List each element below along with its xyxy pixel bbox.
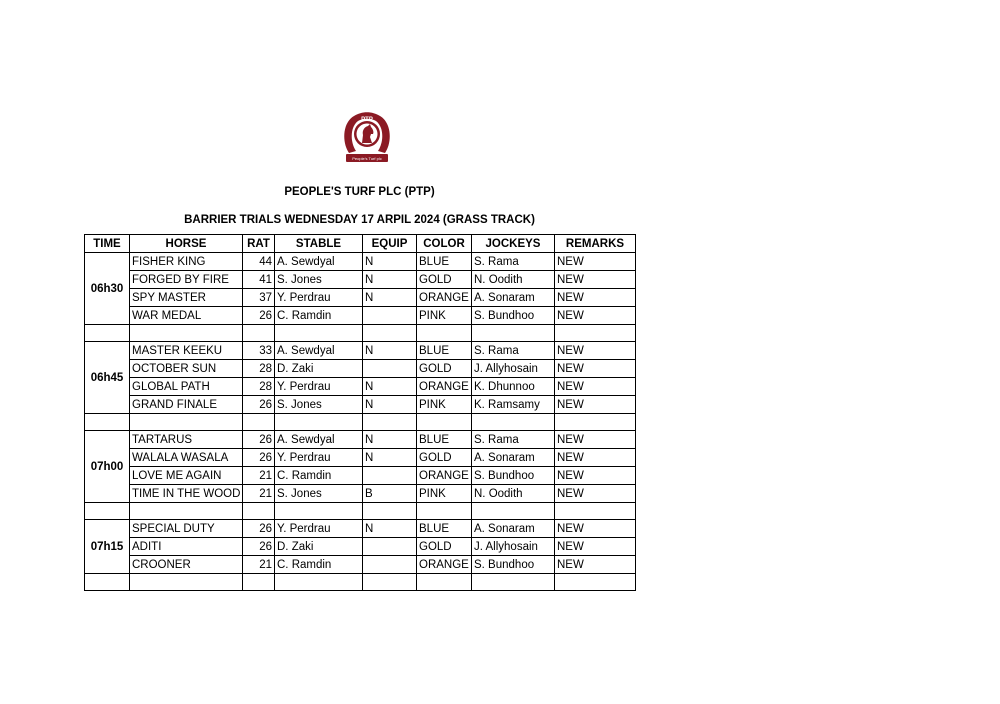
equip-cell: N — [363, 271, 417, 289]
remarks-cell: NEW — [555, 378, 636, 396]
jockey-cell: K. Dhunnoo — [472, 378, 555, 396]
equip-cell — [363, 360, 417, 378]
horse-cell: OCTOBER SUN — [130, 360, 243, 378]
horse-cell: MASTER KEEKU — [130, 342, 243, 360]
horse-cell: WAR MEDAL — [130, 307, 243, 325]
table-row — [85, 253, 636, 271]
equip-cell — [363, 556, 417, 574]
stable-cell: D. Zaki — [275, 538, 363, 556]
rat-cell: 28 — [243, 378, 275, 396]
empty-cell — [472, 574, 555, 591]
empty-cell — [363, 414, 417, 431]
table-row — [85, 378, 636, 396]
stable-cell: S. Jones — [275, 271, 363, 289]
stable-cell: A. Sewdyal — [275, 253, 363, 271]
empty-cell — [275, 574, 363, 591]
empty-cell — [363, 503, 417, 520]
rat-cell: 26 — [243, 307, 275, 325]
spacer-row — [85, 414, 636, 431]
empty-cell — [130, 325, 243, 342]
table-row — [85, 538, 636, 556]
rat-cell: 44 — [243, 253, 275, 271]
empty-cell — [417, 574, 472, 591]
rat-cell: 26 — [243, 449, 275, 467]
equip-cell: N — [363, 449, 417, 467]
horse-cell: FORGED BY FIRE — [130, 271, 243, 289]
table-row — [85, 449, 636, 467]
color-cell: GOLD — [417, 360, 472, 378]
equip-cell: N — [363, 289, 417, 307]
table-row — [85, 467, 636, 485]
ptp-logo — [340, 107, 394, 167]
stable-cell: D. Zaki — [275, 360, 363, 378]
equip-cell — [363, 307, 417, 325]
jockey-cell: J. Allyhosain — [472, 360, 555, 378]
color-cell: PINK — [417, 485, 472, 503]
remarks-cell: NEW — [555, 253, 636, 271]
horse-cell: SPECIAL DUTY — [130, 520, 243, 538]
remarks-cell: NEW — [555, 485, 636, 503]
empty-cell — [243, 574, 275, 591]
horse-cell: CROONER — [130, 556, 243, 574]
horse-cell: SPY MASTER — [130, 289, 243, 307]
empty-cell — [555, 574, 636, 591]
jockey-cell: S. Bundhoo — [472, 307, 555, 325]
table-header-row — [85, 235, 636, 253]
jockey-cell: S. Bundhoo — [472, 556, 555, 574]
header-remarks: REMARKS — [555, 235, 636, 253]
empty-cell — [472, 325, 555, 342]
rat-cell: 37 — [243, 289, 275, 307]
remarks-cell: NEW — [555, 520, 636, 538]
table-row — [85, 342, 636, 360]
table-row — [85, 307, 636, 325]
document-title: PEOPLE'S TURF PLC (PTP) — [284, 186, 435, 198]
time-cell: 07h00 — [85, 431, 130, 503]
empty-cell — [243, 503, 275, 520]
color-cell: ORANGE — [417, 556, 472, 574]
jockey-cell: S. Rama — [472, 431, 555, 449]
rat-cell: 21 — [243, 485, 275, 503]
empty-cell — [555, 503, 636, 520]
table-row — [85, 271, 636, 289]
jockey-cell: S. Bundhoo — [472, 467, 555, 485]
document-subtitle: BARRIER TRIALS WEDNESDAY 17 ARPIL 2024 (GRASS TRACK) — [184, 214, 535, 226]
empty-cell — [472, 503, 555, 520]
table-row — [85, 556, 636, 574]
jockey-cell: J. Allyhosain — [472, 538, 555, 556]
time-cell: 07h15 — [85, 520, 130, 574]
empty-cell — [243, 414, 275, 431]
empty-cell — [363, 574, 417, 591]
empty-cell — [275, 325, 363, 342]
rat-cell: 26 — [243, 431, 275, 449]
remarks-cell: NEW — [555, 396, 636, 414]
table-row — [85, 485, 636, 503]
header-time: TIME — [85, 235, 130, 253]
stable-cell: C. Ramdin — [275, 307, 363, 325]
empty-cell — [363, 325, 417, 342]
logo-subtext: People's Turf plc — [352, 156, 382, 161]
equip-cell: N — [363, 378, 417, 396]
header-equip: EQUIP — [363, 235, 417, 253]
equip-cell: B — [363, 485, 417, 503]
rat-cell: 26 — [243, 538, 275, 556]
horse-cell: GRAND FINALE — [130, 396, 243, 414]
empty-cell — [417, 325, 472, 342]
barrier-trials-table — [84, 234, 636, 591]
equip-cell: N — [363, 431, 417, 449]
stable-cell: Y. Perdrau — [275, 378, 363, 396]
table-row — [85, 360, 636, 378]
color-cell: PINK — [417, 307, 472, 325]
header-rat: RAT — [243, 235, 275, 253]
spacer-row — [85, 325, 636, 342]
jockey-cell: S. Rama — [472, 342, 555, 360]
equip-cell: N — [363, 342, 417, 360]
rat-cell: 26 — [243, 520, 275, 538]
remarks-cell: NEW — [555, 360, 636, 378]
empty-cell — [417, 414, 472, 431]
remarks-cell: NEW — [555, 538, 636, 556]
header-horse: HORSE — [130, 235, 243, 253]
stable-cell: S. Jones — [275, 485, 363, 503]
jockey-cell: A. Sonaram — [472, 289, 555, 307]
empty-cell — [555, 414, 636, 431]
empty-cell — [85, 574, 130, 591]
horse-cell: WALALA WASALA — [130, 449, 243, 467]
color-cell: GOLD — [417, 538, 472, 556]
header-jockeys: JOCKEYS — [472, 235, 555, 253]
header-color: COLOR — [417, 235, 472, 253]
rat-cell: 41 — [243, 271, 275, 289]
empty-cell — [130, 503, 243, 520]
rat-cell: 33 — [243, 342, 275, 360]
stable-cell: Y. Perdrau — [275, 520, 363, 538]
empty-cell — [472, 414, 555, 431]
stable-cell: S. Jones — [275, 396, 363, 414]
remarks-cell: NEW — [555, 556, 636, 574]
rat-cell: 26 — [243, 396, 275, 414]
color-cell: BLUE — [417, 253, 472, 271]
remarks-cell: NEW — [555, 289, 636, 307]
empty-cell — [275, 414, 363, 431]
equip-cell: N — [363, 520, 417, 538]
rat-cell: 28 — [243, 360, 275, 378]
logo-text: PTP — [361, 117, 373, 123]
remarks-cell: NEW — [555, 449, 636, 467]
horse-cell: GLOBAL PATH — [130, 378, 243, 396]
stable-cell: Y. Perdrau — [275, 289, 363, 307]
table-row — [85, 289, 636, 307]
color-cell: ORANGE — [417, 467, 472, 485]
header-stable: STABLE — [275, 235, 363, 253]
empty-cell — [85, 503, 130, 520]
empty-cell — [85, 325, 130, 342]
time-cell: 06h45 — [85, 342, 130, 414]
empty-cell — [243, 325, 275, 342]
table-row — [85, 520, 636, 538]
equip-cell — [363, 467, 417, 485]
color-cell: PINK — [417, 396, 472, 414]
table-row — [85, 396, 636, 414]
color-cell: ORANGE — [417, 378, 472, 396]
rat-cell: 21 — [243, 467, 275, 485]
empty-cell — [275, 503, 363, 520]
stable-cell: C. Ramdin — [275, 467, 363, 485]
color-cell: GOLD — [417, 449, 472, 467]
jockey-cell: N. Oodith — [472, 485, 555, 503]
horse-cell: TIME IN THE WOOD — [130, 485, 243, 503]
horse-cell: TARTARUS — [130, 431, 243, 449]
empty-cell — [555, 325, 636, 342]
empty-cell — [130, 414, 243, 431]
color-cell: GOLD — [417, 271, 472, 289]
empty-cell — [85, 414, 130, 431]
jockey-cell: N. Oodith — [472, 271, 555, 289]
time-cell: 06h30 — [85, 253, 130, 325]
color-cell: BLUE — [417, 431, 472, 449]
stable-cell: A. Sewdyal — [275, 431, 363, 449]
horse-cell: ADITI — [130, 538, 243, 556]
equip-cell: N — [363, 253, 417, 271]
spacer-row — [85, 503, 636, 520]
jockey-cell: A. Sonaram — [472, 520, 555, 538]
empty-cell — [417, 503, 472, 520]
horse-cell: FISHER KING — [130, 253, 243, 271]
stable-cell: A. Sewdyal — [275, 342, 363, 360]
jockey-cell: S. Rama — [472, 253, 555, 271]
jockey-cell: K. Ramsamy — [472, 396, 555, 414]
equip-cell: N — [363, 396, 417, 414]
equip-cell — [363, 538, 417, 556]
remarks-cell: NEW — [555, 307, 636, 325]
color-cell: BLUE — [417, 342, 472, 360]
remarks-cell: NEW — [555, 342, 636, 360]
stable-cell: Y. Perdrau — [275, 449, 363, 467]
empty-cell — [130, 574, 243, 591]
remarks-cell: NEW — [555, 467, 636, 485]
jockey-cell: A. Sonaram — [472, 449, 555, 467]
rat-cell: 21 — [243, 556, 275, 574]
remarks-cell: NEW — [555, 431, 636, 449]
color-cell: BLUE — [417, 520, 472, 538]
color-cell: ORANGE — [417, 289, 472, 307]
remarks-cell: NEW — [555, 271, 636, 289]
horse-cell: LOVE ME AGAIN — [130, 467, 243, 485]
table-row — [85, 431, 636, 449]
spacer-row — [85, 574, 636, 591]
stable-cell: C. Ramdin — [275, 556, 363, 574]
